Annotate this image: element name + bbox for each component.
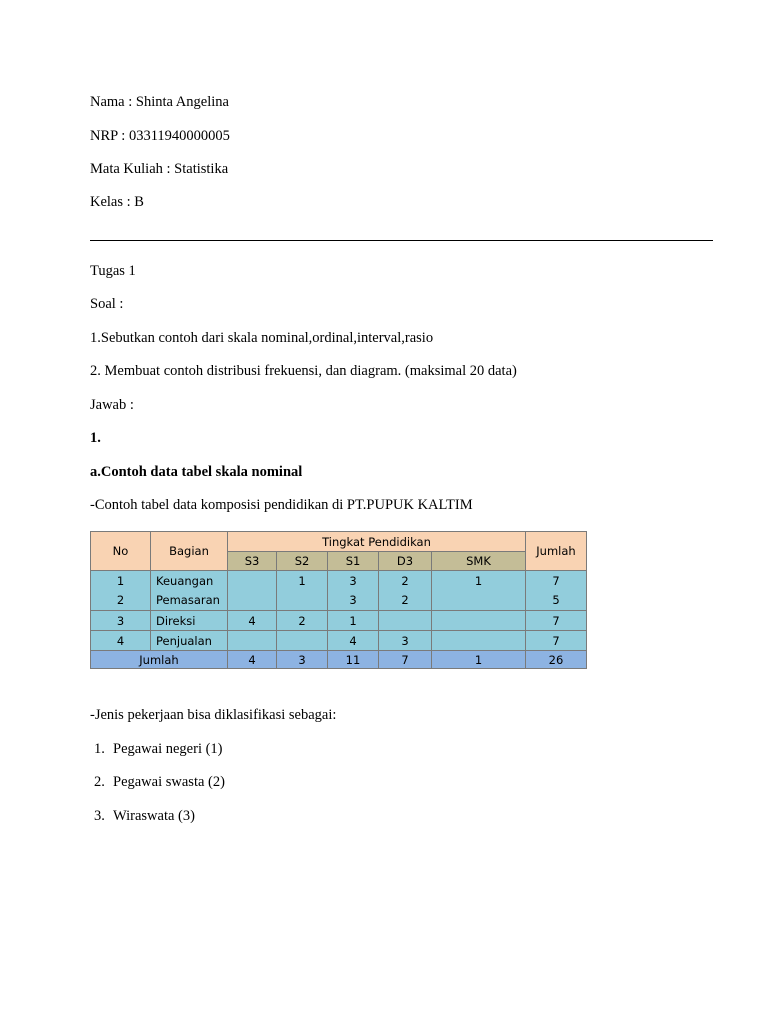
cell-total-smk: 1 bbox=[432, 651, 526, 669]
horizontal-divider bbox=[90, 240, 713, 241]
cell-smk bbox=[432, 591, 526, 611]
cell-jumlah: 5 bbox=[526, 591, 587, 611]
cell-s3 bbox=[228, 631, 277, 651]
cell-s1: 1 bbox=[328, 611, 379, 631]
table-row bbox=[91, 631, 587, 651]
cell-no: 4 bbox=[91, 631, 151, 651]
list-text: Pegawai swasta (2) bbox=[113, 774, 225, 790]
cell-jumlah: 7 bbox=[526, 611, 587, 631]
cell-s2: 2 bbox=[277, 611, 328, 631]
cell-total-s1: 11 bbox=[328, 651, 379, 669]
list-item bbox=[94, 773, 225, 791]
cell-d3: 3 bbox=[379, 631, 432, 651]
cell-s3 bbox=[228, 571, 277, 591]
list-text: Wiraswata (3) bbox=[113, 808, 195, 824]
cell-s1: 4 bbox=[328, 631, 379, 651]
cell-s1: 3 bbox=[328, 591, 379, 611]
education-table bbox=[90, 531, 587, 669]
cell-no: 1 bbox=[91, 571, 151, 591]
cell-total-d3: 7 bbox=[379, 651, 432, 669]
list-item bbox=[94, 740, 223, 758]
cell-bagian: Pemasaran bbox=[151, 591, 228, 611]
table-row bbox=[91, 591, 587, 611]
header-level-s1: S1 bbox=[328, 552, 379, 571]
table-total-row bbox=[91, 651, 587, 669]
cell-jumlah: 7 bbox=[526, 631, 587, 651]
cell-total-label: Jumlah bbox=[91, 651, 228, 669]
header-tingkat-pendidikan: Tingkat Pendidikan bbox=[228, 532, 526, 552]
section-a-heading: a.Contoh data tabel skala nominal bbox=[90, 464, 303, 480]
table-caption: -Contoh tabel data komposisi pendidikan di PT.PUPUK KALTIM bbox=[90, 497, 473, 513]
cell-bagian: Direksi bbox=[151, 611, 228, 631]
cell-no: 3 bbox=[91, 611, 151, 631]
cell-d3: 2 bbox=[379, 591, 432, 611]
list-number: 2. bbox=[94, 774, 105, 790]
list-item bbox=[94, 807, 195, 825]
header-level-smk: SMK bbox=[432, 552, 526, 571]
list-text: Pegawai negeri (1) bbox=[113, 741, 223, 757]
question-label: Soal : bbox=[90, 296, 124, 312]
cell-d3: 2 bbox=[379, 571, 432, 591]
cell-smk: 1 bbox=[432, 571, 526, 591]
cell-total-s2: 3 bbox=[277, 651, 328, 669]
cell-s3: 4 bbox=[228, 611, 277, 631]
header-no: No bbox=[91, 532, 151, 571]
table-row bbox=[91, 571, 587, 591]
cell-d3 bbox=[379, 611, 432, 631]
table-row bbox=[91, 611, 587, 631]
header-level-d3: D3 bbox=[379, 552, 432, 571]
cell-s3 bbox=[228, 591, 277, 611]
header-jumlah: Jumlah bbox=[526, 532, 587, 571]
header-bagian: Bagian bbox=[151, 532, 228, 571]
cell-smk bbox=[432, 611, 526, 631]
list-number: 1. bbox=[94, 741, 105, 757]
question-1: 1.Sebutkan contoh dari skala nominal,ordinal,interval,rasio bbox=[90, 330, 434, 346]
cell-total-jumlah: 26 bbox=[526, 651, 587, 669]
cell-s1: 3 bbox=[328, 571, 379, 591]
header-level-s3: S3 bbox=[228, 552, 277, 571]
question-2: 2. Membuat contoh distribusi frekuensi, dan diagram. (maksimal 20 data) bbox=[90, 363, 517, 379]
list-number: 3. bbox=[94, 808, 105, 824]
cell-jumlah: 7 bbox=[526, 571, 587, 591]
student-name: Nama : Shinta Angelina bbox=[90, 94, 229, 110]
answer-number-1: 1. bbox=[90, 430, 101, 446]
cell-bagian: Penjualan bbox=[151, 631, 228, 651]
answer-label: Jawab : bbox=[90, 397, 134, 413]
cell-smk bbox=[432, 631, 526, 651]
cell-s2: 1 bbox=[277, 571, 328, 591]
cell-no: 2 bbox=[91, 591, 151, 611]
assignment-title: Tugas 1 bbox=[90, 263, 136, 279]
cell-total-s3: 4 bbox=[228, 651, 277, 669]
cell-bagian: Keuangan bbox=[151, 571, 228, 591]
header-level-s2: S2 bbox=[277, 552, 328, 571]
cell-s2 bbox=[277, 631, 328, 651]
jenis-intro: -Jenis pekerjaan bisa diklasifikasi sebagai: bbox=[90, 707, 337, 723]
course-name: Mata Kuliah : Statistika bbox=[90, 161, 229, 177]
cell-s2 bbox=[277, 591, 328, 611]
student-nrp: NRP : 03311940000005 bbox=[90, 128, 230, 144]
class-name: Kelas : B bbox=[90, 194, 144, 210]
